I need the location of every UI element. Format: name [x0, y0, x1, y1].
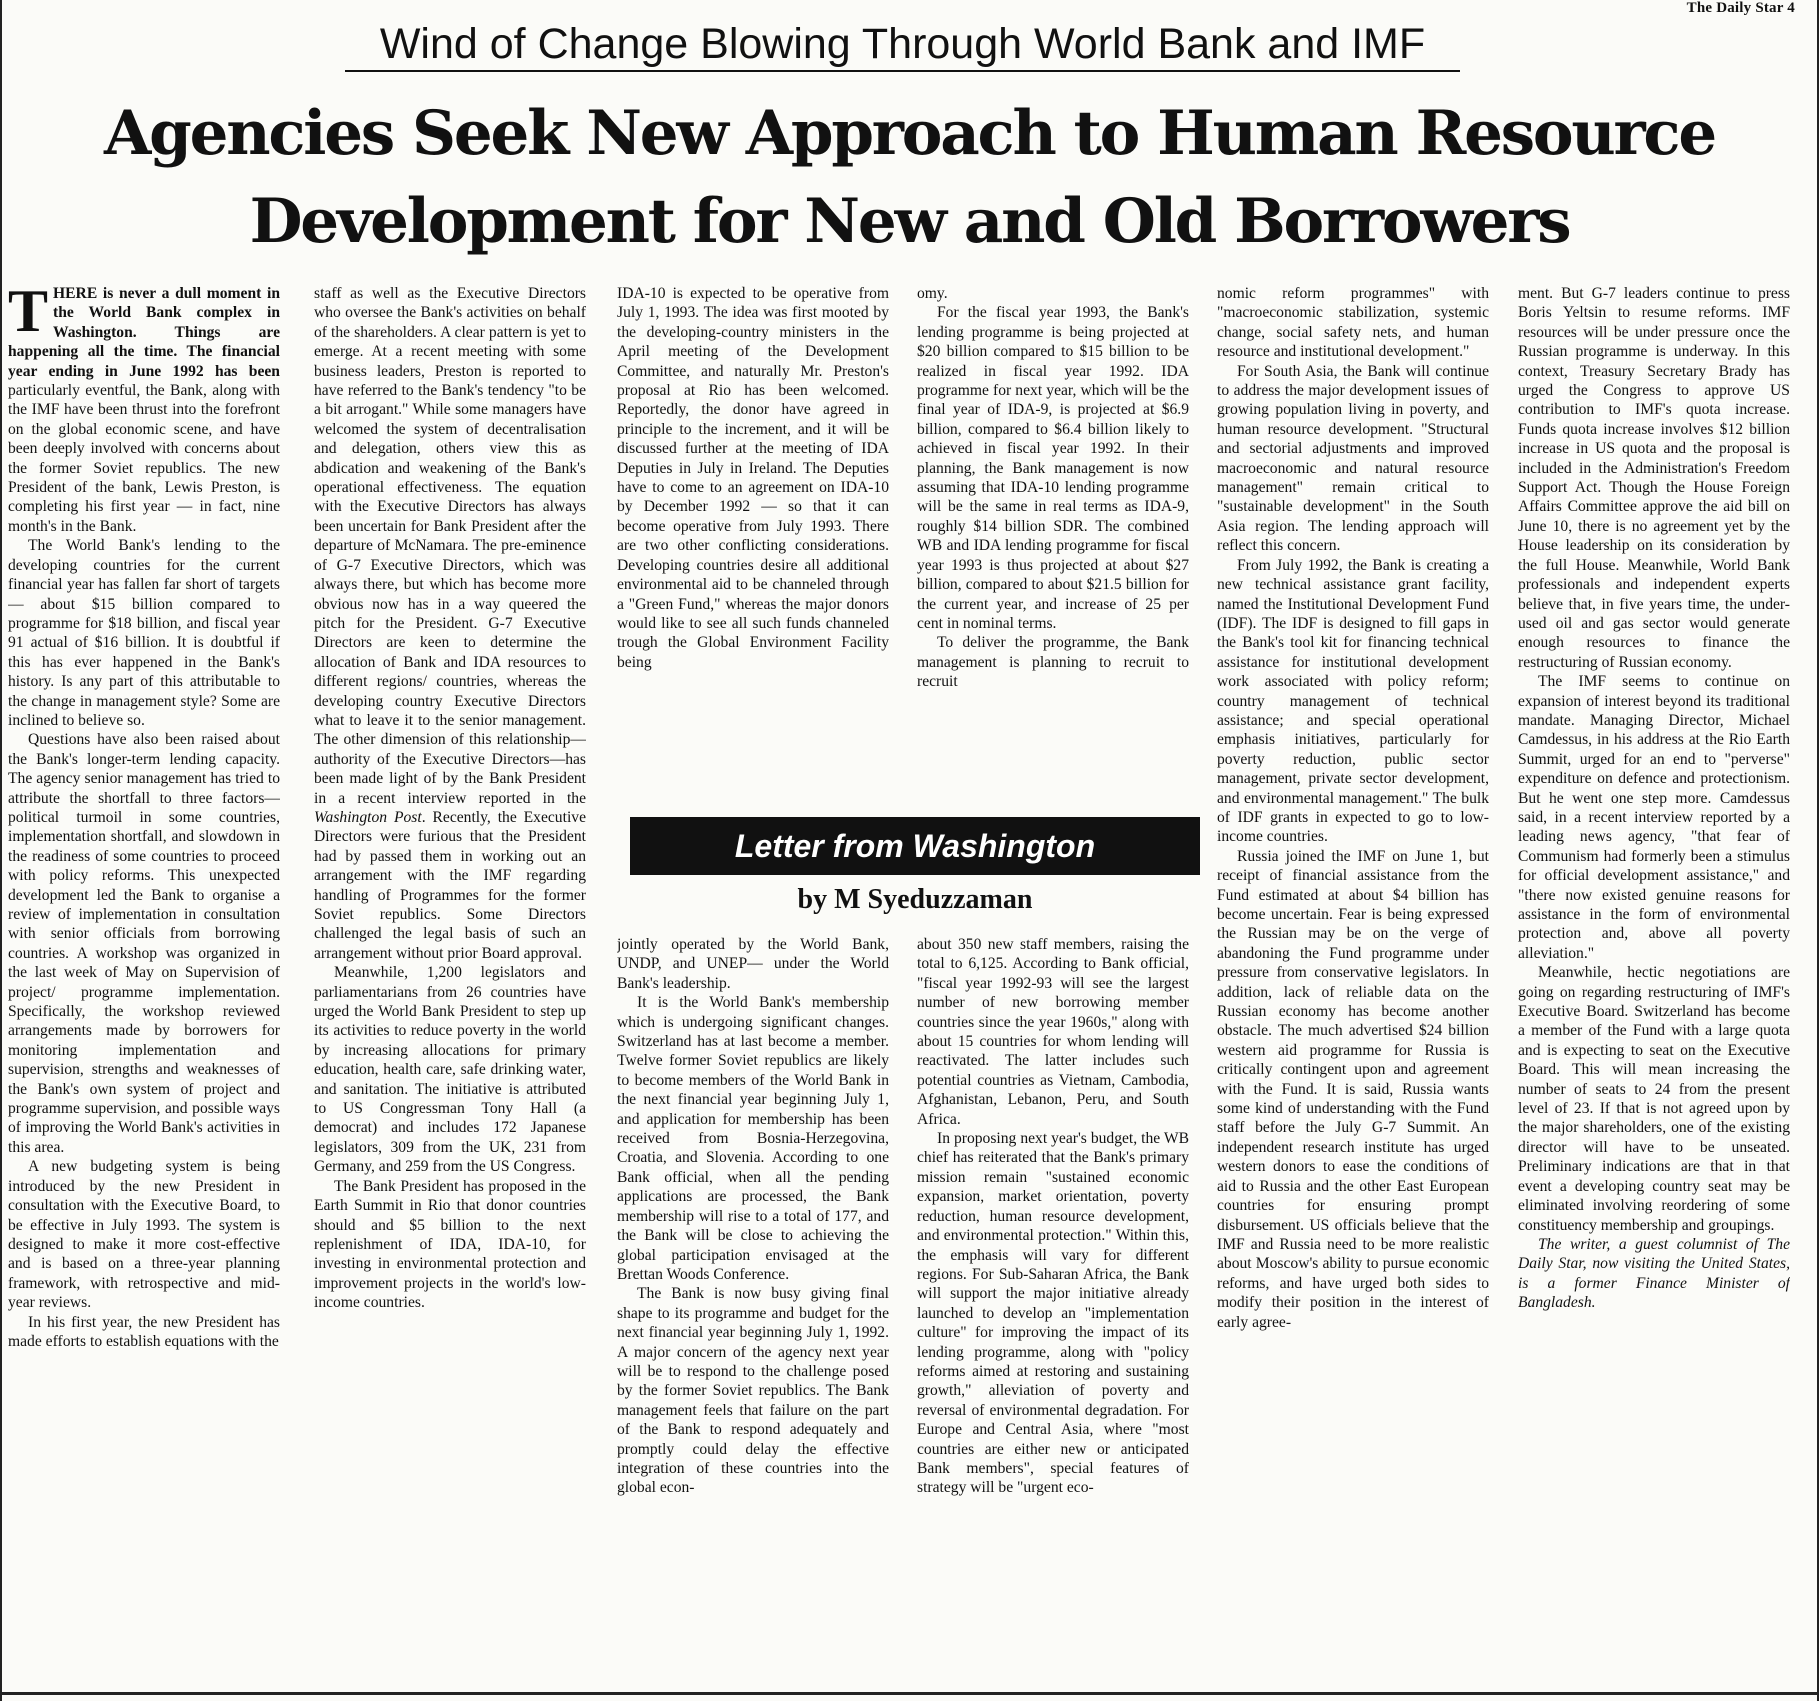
author-byline: by M Syeduzzaman: [797, 884, 1033, 915]
article-paragraph: [8, 284, 280, 536]
drop-cap: T: [8, 284, 49, 344]
article-paragraph: nomic reform programmes" with "macroeconomic stabilization, systemic change, social safety nets, and human resource and institutional development.": [1217, 285, 1489, 361]
article-paragraph: The Bank is now busy giving final shape to its programme and budget for the next financial year beginning July 1, 1992. A major concern of the agency next year will be to respond to the challenge posed by the former Soviet republics. The Bank management feels that failure on the part of the Bank to respond adequately and promptly could delay the effective integration of these countries into the global econ-: [617, 1285, 889, 1497]
article-paragraph: ment. But G-7 leaders continue to press Boris Yeltsin to resume reforms. IMF resources will be under pressure once the Russian programme is underway. In this context, Treasury Secretary Brady has urged the Congress to approve US contribution to IMF's quota increase. Funds quota increase involves $12 billion increase in US quota and the proposal is included in the Administration's Freedom Support Act. Though the House Foreign Affairs Committee approve the aid bill on June 10, there is no agreement yet by the House leadership on its consideration by the full House. Meanwhile, World Bank professionals and independent experts believe that, in five years time, the under-used oil and gas sector would generate enough resources to finance the restructuring of Russian economy.: [1518, 285, 1790, 671]
lead-bold-text: is never a dull moment in the World Bank complex in Washington. Things are happening all the time. The financial year ending in June 1992 has been: [8, 285, 280, 380]
article-text: . Recently, the Executive Directors were furious that the President had by passed them in working out an arrangement with the IMF regarding handling of Programmes for the former Soviet republics. Some Directors challenged the legal basis of such an arrangement without prior Board approval.: [314, 808, 586, 962]
article-column-3-top: [617, 284, 889, 809]
article-paragraph: The IMF seems to continue on expansion of interest beyond its traditional mandate. Managing Director, Michael Camdessus, in his address at the Rio Earth Summit, urged for an end to "perverse" expenditure on defence and protectionism. But he went one step more. Camdessus said, in a recent interview reported by a leading news agency, "that fear of Communism had formerly been a stimulus for official development assistance," and "there now existed genuine reasons for assistance in the form of environmental protection and, above all poverty alleviation.": [1518, 673, 1790, 962]
left-border-rule: [0, 0, 2, 1701]
article-paragraph: jointly operated by the World Bank, UNDP, and UNEP— under the World Bank's leadership.: [617, 936, 889, 992]
article-column-1: [8, 284, 280, 1680]
bottom-border-rule: [0, 1692, 1819, 1695]
article-column-4-top: [917, 284, 1189, 809]
article-paragraph: omy.: [917, 285, 948, 302]
author-note: The writer, a guest columnist of The Daily Star, now visiting the United States, is a former Finance Minister of Bangladesh.: [1518, 1235, 1790, 1312]
article-paragraph: It is the World Bank's membership which is undergoing significant changes. Switzerland has at last become a member. Twelve former Soviet republics are likely to become members of the World Bank in the next financial year beginning July 1, and application for membership has been received from Bosnia-Herzegovina, Croatia, and Slovenia. According to one Bank official, when all the pending applications are processed, the Bank membership will rise to a total of 177, and the Bank will be close to achieving the global participation envisaged at the Brettan Woods Conference.: [617, 994, 889, 1283]
article-paragraph: From July 1992, the Bank is creating a new technical assistance grant facility, named the Institutional Development Fund (IDF). The IDF is designed to fill gaps in the Bank's tool kit for financing technical assistance for institutional development work associated with policy reform; country management of technical assistance; and special operational emphasis initiatives, particularly for poverty reduction, public sector management, private sector development, and environmental management." The bulk of IDF grants in expected to go to low-income countries.: [1217, 556, 1489, 846]
article-paragraph: Russia joined the IMF on June 1, but receipt of financial assistance from the Fund estimated at about $4 billion has become uncertain. Fear is being expressed the Russian may be on the verge of abandoning the Fund programme under pressure from conservative legislators. In addition, lack of reliable data on the Russian economy has become another obstacle. The much advertised $24 billion western aid programme for Russia is critically contingent upon and agreement with the Fund. It is said, Russia wants some kind of understanding with the Fund staff before the July G-7 Summit. An independent research institute has urged western donors to ease the conditions of aid to Russia and the other East European countries for ensuring prompt disbursement. US officials believe that the IMF and Russia need to be more realistic about Moscow's ability to pursue economic reforms, and have urged both sides to modify their position in the interest of early agree-: [1217, 847, 1489, 1331]
article-column-4-bottom: [917, 935, 1189, 1680]
headline-line-2: Development for New and Old Borrowers: [249, 186, 1570, 257]
publication-name: Washington Post: [314, 808, 422, 826]
lead-text: particularly eventful, the Bank, along with the IMF have been thrust into the forefront on the global economic scene, and have been deeply involved with concerns about the former Soviet republics. The new President of the bank, Lewis Preston, is completing his first year — in fact, nine month's in the Bank.: [8, 382, 280, 535]
article-column-3-bottom: [617, 935, 889, 1680]
article-paragraph: For South Asia, the Bank will continue to address the major development issues of growing population living in poverty, and human resource development. "Structural and sectorial adjustments and improved macroeconomic and natural resource management" remain critical to "sustainable development" in the South Asia region. The lending approach will reflect this concern.: [1217, 362, 1489, 555]
headline-line-1: Agencies Seek New Approach to Human Resource: [104, 98, 1715, 169]
article-paragraph: For the fiscal year 1993, the Bank's lending programme is being projected at $20 billion compared to $15 billion to be realized in fiscal year 1992. IDA programme for next year, which will be the final year of IDA-9, is projected at $6.9 billion, compared to $6.4 billion likely to achieved in fiscal year 1992. In their planning, the Bank management is now assuming that IDA-10 lending programme will be the same in real terms as IDA-9, roughly $14 billion SDR. The combined WB and IDA lending programme for fiscal year 1993 is thus projected at about $27 billion, compared to about $21.5 billion for the current year, and increase of 25 per cent in nominal terms.: [917, 304, 1189, 632]
article-paragraph: In his first year, the new President has made efforts to establish equations with the: [8, 1313, 280, 1350]
masthead-page-label: The Daily Star 4: [1686, 0, 1795, 16]
article-text: staff as well as the Executive Directors who oversee the Bank's activities on behalf of the shareholders. A clear pattern is yet to emerge. At a recent meeting with some business leaders, Preston is reported to have referred to the Bank's tendency "to be a bit arrogant." While some managers have welcomed the system of decentralisation and delegation, others view this as abdication and weakening of the Bank's operational effectiveness. The equation with the Executive Directors has always been uncertain for Bank President after the departure of McNamara. The pre-eminence of G-7 Executive Directors, which was always there, but which has become more obvious now has in a way queered the pitch for the President. G-7 Executive Directors are keen to determine the allocation of Bank and IDA resources to different regions/ countries, whereas the developing country Executive Directors what to leave it to the senior management. The other dimension of this relationship—authority of the Executive Directors—has been made light of by the Bank President in a recent interview reported in the: [314, 285, 586, 807]
article-paragraph: The Bank President has proposed in the Earth Summit in Rio that donor countries should and $5 billion to the next replenishment of IDA, IDA-10, for investing in environmental protection and improvement projects in the world's low-income countries.: [314, 1177, 586, 1312]
article-paragraph: IDA-10 is expected to be operative from July 1, 1993. The idea was first mooted by the developing-country ministers in the April meeting of the Development Committee, and naturally Mr. Preston's proposal at Rio has been welcomed. Reportedly, the donor have agreed in principle to the increment, and it will be discussed further at the meeting of IDA Deputies in July in Ireland. The Deputies have to come to an agreement on IDA-10 by December 1992 — so that it can become operative from July 1993. There are two other conflicting considerations. Developing countries desire all additional environmental aid to be channeled through a "Green Fund," whereas the major donors would like to see all such funds channeled trough the Global Environment Facility being: [617, 285, 889, 671]
article-paragraph: [314, 284, 586, 963]
article-paragraph: Meanwhile, 1,200 legislators and parliamentarians from 26 countries have urged the World Bank President to step up its activities to reduce poverty in the world by increasing allocations for primary education, health care, safe drinking water, and sanitation. The initiative is attributed to US Congressman Tony Hall (a democrat) and includes 172 Japanese legislators, 309 from the UK, 231 from Germany, and 259 from the US Congress.: [314, 964, 586, 1176]
article-column-6: [1518, 284, 1790, 1680]
article-column-5: [1217, 284, 1489, 1680]
article-paragraph: A new budgeting system is being introduced by the new President in consultation with the Executive Board, to be effective in July 1993. The system is designed to make it more cost-effective and is based on a three-year planning framework, with retrospective and mid-year reviews.: [8, 1158, 280, 1312]
kicker-headline: Wind of Change Blowing Through World Bank and IMF: [345, 18, 1460, 72]
lead-word: HERE: [53, 285, 98, 302]
article-paragraph: To deliver the programme, the Bank management is planning to recruit to recruit: [917, 634, 1189, 691]
main-headline: [8, 90, 1811, 266]
article-column-2: [314, 284, 586, 1680]
article-paragraph: Meanwhile, hectic negotiations are going on regarding restructuring of IMF's Executive Board. Switzerland has become a member of the Fund with a large quota and is expecting to seat on the Executive Board. This will mean increasing the number of seats to 24 from the present level of 23. If that is not agreed upon by the major shareholders, one of the existing director will have to be unseated. Preliminary indications are that in that event a developing country seat may be eliminated involving reordering of some constituency membership and groupings.: [1518, 964, 1790, 1234]
article-paragraph: In proposing next year's budget, the WB chief has reiterated that the Bank's primary mission remain "sustained economic expansion, market orientation, poverty reduction, human resource development, and environmental protection." Within this, the emphasis will vary for different regions. For Sub-Saharan Africa, the Bank will support the major initiative already launched to develop an "implementation culture" for improving the impact of its lending programme, along with "policy reforms aimed at restoring and sustaining growth," alleviation of poverty and reversal of environmental degradation. For Europe and Central Asia, where "most countries are either new or anticipated Bank members", special features of strategy will be "urgent eco-: [917, 1130, 1189, 1497]
article-paragraph: about 350 new staff members, raising the total to 6,125. According to Bank official, "fiscal year 1992-93 will see the largest number of new borrowing member countries since the year 1960s," along with about 15 countries for whom lending will reactivated. The latter includes such potential countries as Vietnam, Cambodia, Afghanistan, Lebanon, Peru, and South Africa.: [917, 936, 1189, 1128]
section-label-banner: Letter from Washington: [630, 817, 1200, 875]
article-paragraph: The World Bank's lending to the developing countries for the current financial year has fallen far short of targets— about $15 billion compared to programme for $18 billion, and fiscal year 91 actual of $16 billion. It is doubtful if this has ever happened in the Bank's history. Is any part of this attributable to the change in management style? Some are inclined to believe so.: [8, 537, 280, 729]
article-paragraph: Questions have also been raised about the Bank's longer-term lending capacity. The agency senior management has tried to attribute the shortfall to three factors—political turmoil in some countries, implementation shortfall, and slowdown in the readiness of some countries to proceed with policy reforms. This unexpected development led the Bank to organise a review of implementation in consultation with senior officials from borrowing countries. A workshop was organized in the last week of May on Supervision of project/ programme implementation. Specifically, the workshop reviewed arrangements made by borrowers for monitoring implementation and supervision, strengths and weaknesses of the Bank's own system of project and programme supervision, and possible ways of improving the World Bank's activities in this area.: [8, 731, 280, 1156]
